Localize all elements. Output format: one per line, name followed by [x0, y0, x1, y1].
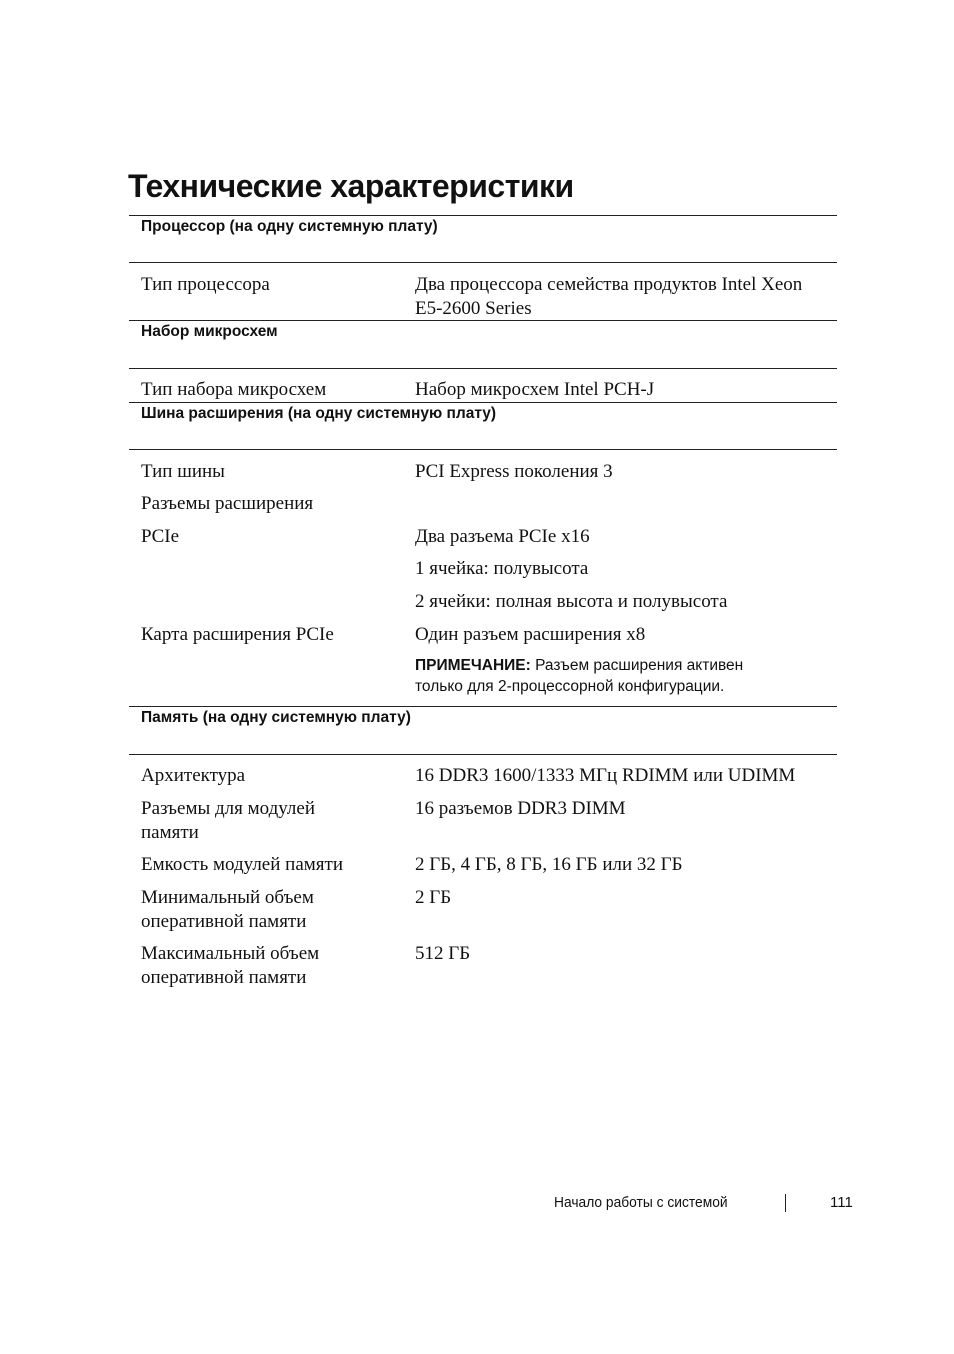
section-top-rule	[129, 402, 837, 403]
spec-value-module-capacity: 2 ГБ, 4 ГБ, 8 ГБ, 16 ГБ или 32 ГБ	[415, 854, 683, 875]
spec-value-pcie-riser: Один разъем расширения x8	[415, 624, 646, 645]
spec-label-processor-type: Тип процессора	[141, 274, 270, 295]
spec-label-expansion-slots: Разъемы расширения	[141, 493, 314, 514]
table-header-rule	[129, 449, 837, 450]
spec-value-pcie: Два разъема PCIe x16	[415, 526, 590, 547]
spec-label-pcie-riser: Карта расширения PCIe	[141, 624, 334, 645]
spec-label-module-capacity: Емкость модулей памяти	[141, 854, 343, 875]
note-text: Разъем расширения активен только для 2-процессорной конфигурации.	[415, 657, 744, 695]
spec-value-chipset-type: Набор микросхем Intel PCH-J	[415, 379, 655, 400]
spec-value-min-memory: 2 ГБ	[415, 887, 452, 908]
note-label: ПРИМЕЧАНИЕ:	[415, 657, 531, 674]
page-number: 111	[830, 1194, 853, 1211]
spec-value-architecture: 16 DDR3 1600/1333 МГц RDIMM или UDIMM	[415, 765, 796, 786]
spec-label-architecture: Архитектура	[141, 765, 246, 786]
section-heading-expansion-bus: Шина расширения (на одну системную плату)	[141, 405, 497, 422]
page-title: Технические характеристики	[128, 168, 574, 204]
section-heading-processor: Процессор (на одну системную плату)	[141, 218, 438, 235]
footer-section-title: Начало работы с системой	[554, 1194, 728, 1211]
spec-value-bus-type: PCI Express поколения 3	[415, 461, 613, 482]
section-heading-memory: Память (на одну системную плату)	[141, 709, 411, 726]
spec-value-processor-type: Два процессора семейства продуктов Intel Xeon E5-2600 Series	[415, 274, 803, 319]
section-top-rule	[129, 215, 837, 216]
spec-value-pcie-1-slot: 1 ячейка: полувысота	[415, 558, 589, 579]
section-heading-chipset: Набор микросхем	[141, 323, 278, 340]
spec-value-pcie-2-slots: 2 ячейки: полная высота и полувысота	[415, 591, 728, 612]
section-top-rule	[129, 706, 837, 707]
spec-value-max-memory: 512 ГБ	[415, 943, 471, 964]
section-top-rule	[129, 320, 837, 321]
spec-label-bus-type: Тип шины	[141, 461, 225, 482]
spec-label-chipset-type: Тип набора микросхем	[141, 379, 327, 400]
spec-label-memory-slots: Разъемы для модулей памяти	[141, 798, 316, 843]
table-header-rule	[129, 262, 837, 263]
note	[415, 655, 795, 697]
table-header-rule	[129, 754, 837, 755]
spec-label-min-memory: Минимальный объем оперативной памяти	[141, 887, 314, 932]
spec-label-max-memory: Максимальный объем оперативной памяти	[141, 943, 320, 988]
spec-label-pcie: PCIe	[141, 526, 179, 547]
footer-separator	[785, 1194, 786, 1212]
table-header-rule	[129, 368, 837, 369]
spec-value-memory-slots: 16 разъемов DDR3 DIMM	[415, 798, 626, 819]
